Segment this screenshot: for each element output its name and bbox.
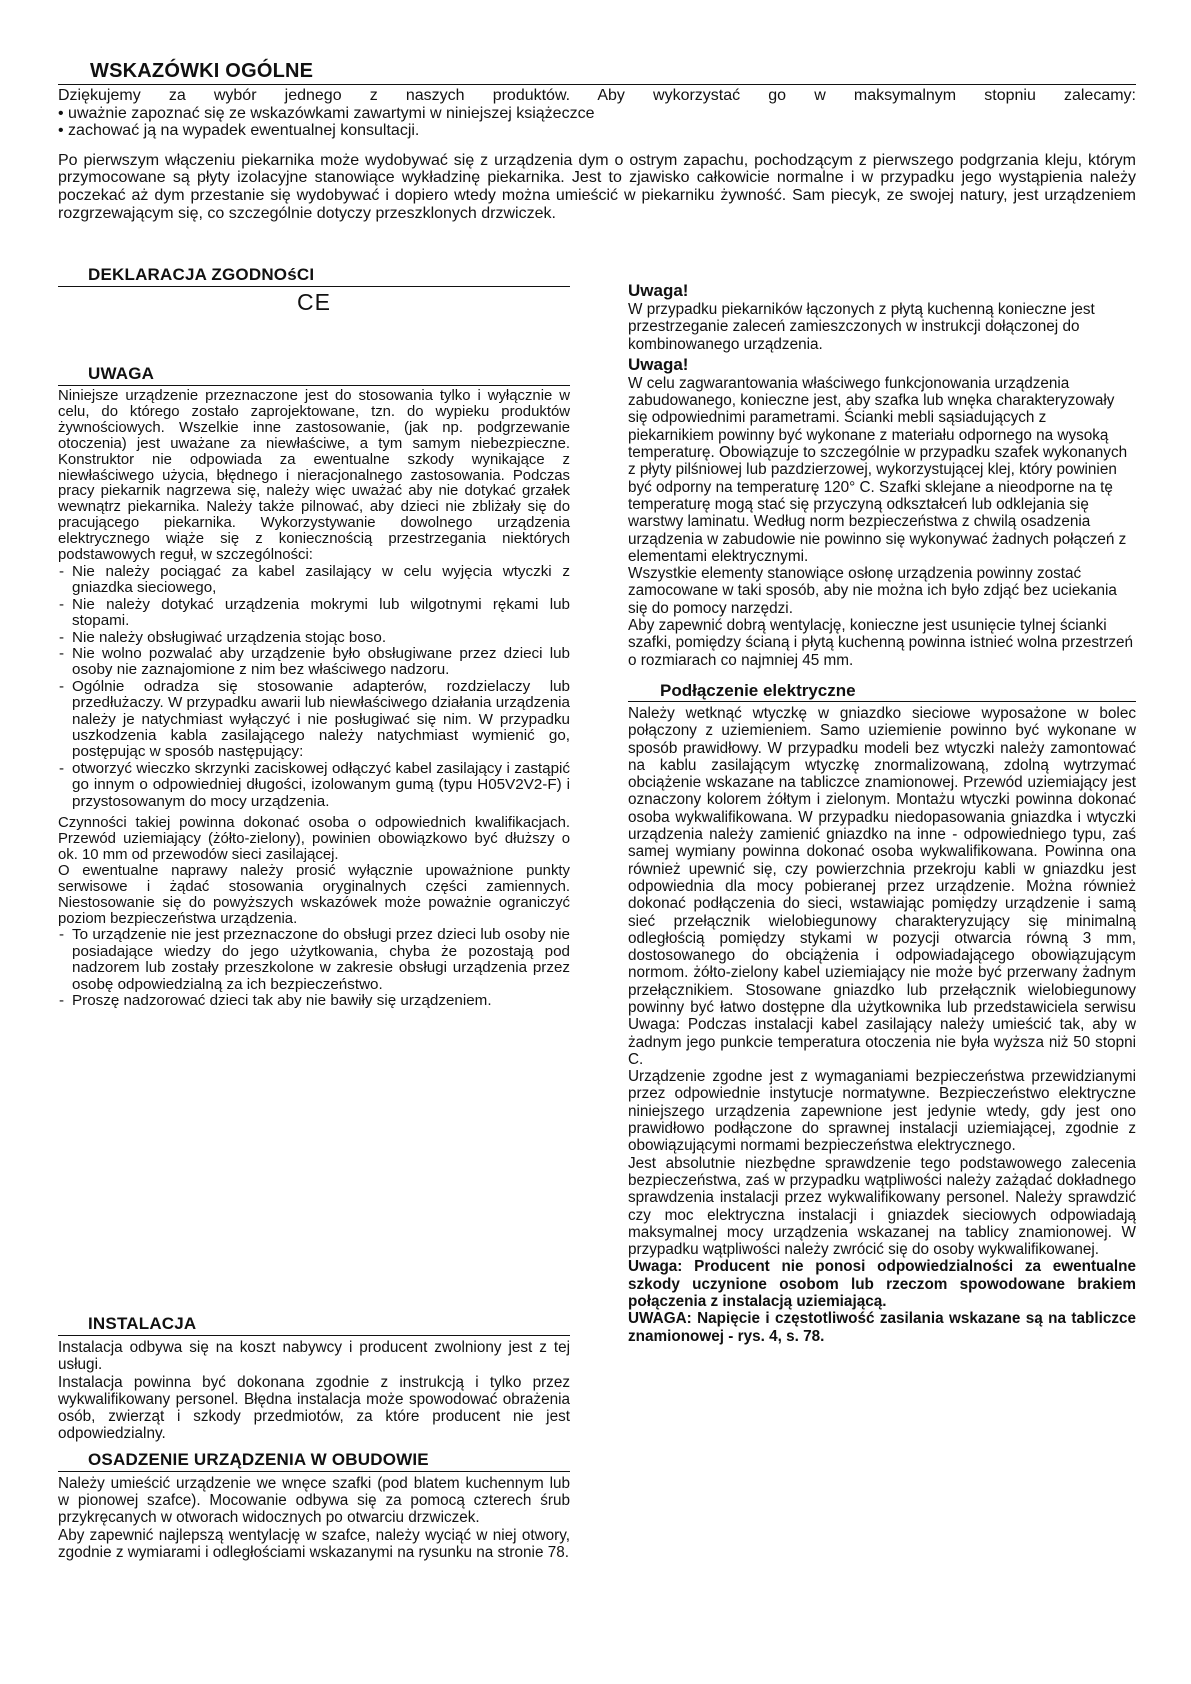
elektryczne-title: Podłączenie elektryczne [660, 680, 856, 700]
qualified-paragraph: Czynności takiej powinna dokonać osoba o odpowiednich kwalifikacjach. Przewód uziemiający (żółto-zielony), powinien obowiązkowo być dłuższy o ok. 10 mm od przewodów sieci zasilającej. [58, 815, 570, 863]
instalacja-p2: Instalacja powinna być dokonana zgodnie z instrukcją i tylko przez wykwalifikowany personel. Błędna instalacja może spowodować obrażenia osób, zwierząt i szkody przedmiotów, za które producent nie jest odpowiedzialny. [58, 1373, 570, 1443]
uwaga2-p2: Wszystkie elementy stanowiące osłonę urządzenia powinny zostać zamocowane w taki sposób, aby nie można ich było zdjąć bez uciekania się do pomocy narzędzi. [628, 565, 1117, 617]
uwaga-intro: Niniejsze urządzenie przeznaczone jest do stosowania tylko i wyłącznie w celu, do którego zostało zaprojektowane, tzn. do wypieku produktów żywnościowych. Wszelkie inne zastosowanie, (jak np. podgrzewanie otoczenia) jest uważane za niewłaściwe, a tym samym niebezpieczne. Konstruktor nie odpowiada za ewentualne szkody wynikające z niewłaściwego użycia, błędnego i nieracjonalnego zastosowania. Podczas pracy piekarnik nagrzewa się, należy więc uważać aby nie dotykać grzałek wewnątrz piekarnika. Należy także pilnować, aby dzieci nie zbliżały się do pracującego piekarnika. Wykorzystywanie dowolnego urządzenia elektrycznego wiąże się z koniecznością przestrzegania niektórych podstawowych reguł, w szczególności: [58, 388, 570, 564]
list-item: - Nie należy obsługiwać urządzenia stojąc boso. [58, 630, 570, 646]
general-intro: Dziękujemy za wybór jednego z naszych produktów. Aby wykorzystać go w maksymalnym stopniu zalecamy: [58, 87, 1136, 104]
right-column [628, 281, 1136, 1345]
instalacja-header [58, 1313, 570, 1336]
general-title: WSKAZÓWKI OGÓLNE [90, 60, 314, 82]
osadzenie-title: OSADZENIE URZĄDZENIA W OBUDOWIE [88, 1449, 429, 1469]
elektryczne-warning-voltage: UWAGA: Napięcie i częstotliwość zasilania wskazane są na tabliczce znamionowej - rys. 4, s. 78. [628, 1310, 1136, 1345]
list-item: - Ogólnie odradza się stosowanie adapterów, rozdzielaczy lub przedłużaczy. W przypadku awarii lub niewłaściwego działania urządzenia należy je natychmiast wyłączyć i nie posługiwać się nim. W przypadku uszkodzenia kabla zasilającego należy natychmiast wymienić go, postępując w sposób następujący: [58, 679, 570, 761]
general-header [58, 58, 1136, 85]
list-item: • zachować ją na wypadek ewentualnej konsultacji. [58, 122, 420, 140]
general-section [58, 58, 1136, 222]
list-item: - Nie należy dotykać urządzenia mokrymi lub wilgotnymi rękami lub stopami. [58, 597, 570, 630]
uwaga2-title: Uwaga! [628, 354, 689, 374]
uwaga-rules-list [58, 564, 570, 810]
declaration-header [58, 264, 570, 287]
list-item: - To urządzenie nie jest przeznaczone do obsługi przez dzieci lub osoby nie posiadające wiedzy do jego użytkowania, chyba że pozostają pod nadzorem lub zostały przeszkolone w zakresie obsługi urządzenia przez osobę odpowiedzialną za ich bezpieczeństwo. [58, 927, 570, 993]
instalacja-p1: Instalacja odbywa się na koszt nabywcy i producent zwolniony jest z tej usługi. [58, 1339, 570, 1374]
osadzenie-header [58, 1449, 570, 1472]
list-item: - Nie wolno pozwalać aby urządzenie było obsługiwane przez dzieci lub osoby nie zaznajomione z nim bez właściwego nadzoru. [58, 646, 570, 679]
list-item: • uważnie zapoznać się ze wskazówkami zawartymi w niniejszej książeczce [58, 104, 595, 122]
general-bullets [58, 105, 1136, 140]
uwaga-header [58, 363, 570, 386]
osadzenie-p1: Należy umieścić urządzenie we wnęce szafki (pod blatem kuchennym lub w pionowej szafce). Mocowanie odbywa się za pomocą czterech śrub przykręcanych w otworach widocznych po otwarciu drzwiczek. [58, 1474, 570, 1527]
uwaga1-text: W przypadku piekarników łączonych z płytą kuchenną konieczne jest przestrzeganie zaleceń zamieszczonych w instrukcji dołączonej do kombinowanego urządzenia. [628, 301, 1095, 353]
first-use-paragraph: Po pierwszym włączeniu piekarnika może wydobywać się z urządzenia dym o ostrym zapachu, pochodzącym z pierwszego podgrzania kleju, którym przymocowane są płyty izolacyjne stanowiące wykładzinę piekarnika. Jest to zjawisko całkowicie normalne i w przypadku jego wystąpienia należy poczekać aż dym przestanie się wydobywać i dopiero wtedy można umieścić w piekarniku żywność. Sam piecyk, ze swojej natury, jest urządzeniem rozgrzewającym się, co szczególnie dotyczy przeszklonych drzwiczek. [58, 151, 1136, 222]
list-item: - Nie należy pociągać za kabel zasilający w celu wyjęcia wtyczki z gniazdka sieciowego, [58, 564, 570, 597]
list-item: - otworzyć wieczko skrzynki zaciskowej odłączyć kabel zasilający i zastąpić go innym o odpowiedniej długości, izolowanym gumą (typu H05V2V2-F) i przystosowanym do mocy urządzenia. [58, 761, 570, 810]
uwaga1-title: Uwaga! [628, 281, 689, 300]
elektryczne-p3: Jest absolutnie niezbędne sprawdzenie tego podstawowego zalecenia bezpieczeństwa, zaś w przypadku wątpliwości należy zażądać dokładnego sprawdzenia instalacji przez wykwalifikowany personel. Należy sprawdzić czy moc elektryczna instalacji i gniazdek sieciowych odpowiadają maksymalnej mocy urządzenia wskazanej na tablicy znamionowej. W przypadku wątpliwości należy zwrócić się do osoby wykwalifikowanej. [628, 1154, 1136, 1259]
left-column [58, 264, 570, 1009]
uwaga2-p1: W celu zagwarantowania właściwego funkcjonowania urządzenia zabudowanego, konieczne jest, aby szafka lub wnęka charakteryzowały się odpowiednimi parametrami. Ścianki mebli sąsiadujących z piekarnikiem powinny być wykonane z materiału odpornego na wysoką temperaturę. Obowiązuje to szczególnie w przypadku szafek wykonanych z płyty pilśniowej lub pazdzierzowej, wykorzystującej klej, który powinien być odporny na temperaturę 120° C. Szafki sklejane a nieodporne na tę temperaturę mogą stać się przyczyną odkształceń lub odklejania się warstwy laminatu. Według norm bezpieczeństwa z chwilą osadzenia urządzenia w zabudowie nie powinno się wykonywać żadnych połączeń z elementami elektrycznymi. [628, 374, 1128, 565]
ce-mark-icon: CE [297, 289, 331, 315]
elektryczne-p2: Urządzenie zgodne jest z wymaganiami bezpieczeństwa przewidzianymi przez odpowiednie instytucje normatywne. Bezpieczeństwo elektryczne niniejszego urządzenia zapewnione jest jedynie wtedy, gdy jest ono prawidłowo podłączone do sprawnej instalacji uziemiającej, zgodnie z obowiązującymi normami bezpieczeństwa elektrycznego. [628, 1068, 1136, 1155]
uwaga-children-list [58, 927, 570, 1009]
uwaga2-p3: Aby zapewnić dobrą wentylację, konieczne jest usunięcie tylnej ścianki szafki, pomiędzy ścianą i płytą kuchenną powinna istnieć wolna przestrzeń o rozmiarach co najmniej 45 mm. [628, 617, 1134, 669]
elektryczne-warning-ground: Uwaga: Producent nie ponosi odpowiedzialności za ewentualne szkody uczynione osobom lub rzeczom spowodowane brakiem połączenia z instalacją uziemiającą. [628, 1258, 1136, 1311]
uwaga-title: UWAGA [88, 364, 155, 383]
osadzenie-p2: Aby zapewnić najlepszą wentylację w szafce, należy wyciąć w niej otwory, zgodnie z wymiarami i odległościami wskazanymi na rysunku na stronie 78. [58, 1526, 570, 1561]
elektryczne-p1: Należy wetknąć wtyczkę w gniazdko sieciowe wyposażone w bolec połączony z uziemieniem. Samo uziemienie powinno być wykonane w sposób prawidłowy. W przypadku modeli bez wtyczki należy zamontować na kablu zasilającym wtyczkę znormalizowaną, zdolną wytrzymać obciążenie wskazane na tabliczce znamionowej. Przewód uziemiający jest oznaczony kolorem żółtym i zielonym. Montażu wtyczki powinna dokonać osoba wykwalifikowana. W przypadku niedopasowania gniazdka i wtyczki urządzenia należy zamienić gniazdko na inne - odpowiedniego typu, zaś samej wymiany powinna dokonać osoba wykwalifikowana. Powinna ona również upewnić się, czy powierzchnia przekroju kabli w gniazdku jest odpowiednia dla mocy pobieranej przez urządzenie. Można również dokonać podłączenia do sieci, wstawiając pomiędzy urządzenie i samą sieć przełącznik wielobiegunowy charakteryzujący się minimalną odległością pomiędzy stykami w pozycji otwarcia równą 3 mm, dostosowanego do obciążenia i odpowiadającego obowiązującym normom. żółto-zielony kabel uziemiający nie może być przerwany żadnym przełącznikiem. Stosowane gniazdko lub przełącznik wielobiegunowy powinny być łatwo dostępne dla użytkownika lub przedstawiciela serwisu Uwaga: Podczas instalacji kabel zasilający należy umieścić tak, aby w żadnym jego punkcie temperatura otoczenia nie była wyższa niż 50 stopni C. [628, 704, 1136, 1068]
instalacja-title: INSTALACJA [88, 1314, 197, 1333]
declaration-title: DEKLARACJA ZGODNOśCI [88, 265, 315, 284]
elektryczne-header [628, 681, 1136, 702]
list-item: - Proszę nadzorować dzieci tak aby nie bawiły się urządzeniem. [58, 993, 570, 1009]
repairs-paragraph: O ewentualne naprawy należy prosić wyłącznie upoważnione punkty serwisowe i żądać stosowania oryginalnych części zamiennych. Niestosowanie się do powyższych wskazówek może poważnie ograniczyć poziom bezpieczeństwa urządzenia. [58, 862, 570, 927]
installation-section [58, 1313, 570, 1561]
